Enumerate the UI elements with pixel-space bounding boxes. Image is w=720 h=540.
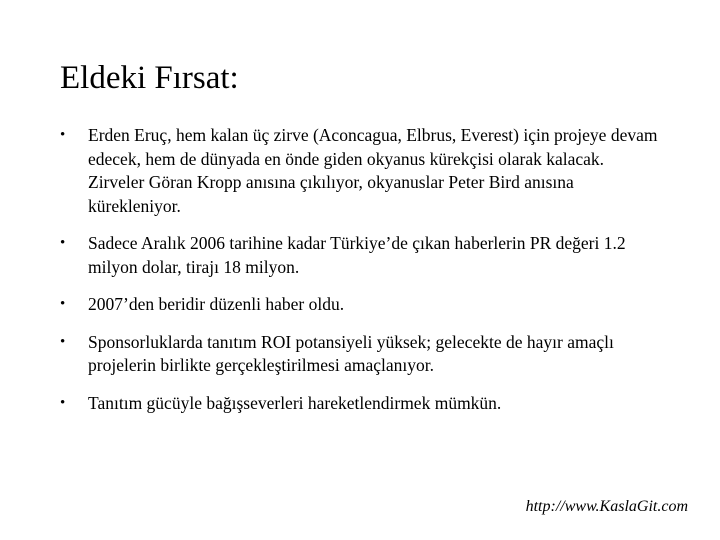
bullet-dot-icon: • [60,235,66,251]
footer-url-link[interactable]: http://www.KaslaGit.com [525,498,688,515]
slide-title: Eldeki Fırsat: [60,60,239,96]
bullet-dot-icon: • [60,296,66,312]
bullet-item [60,392,660,416]
bullet-dot-icon: • [60,394,66,411]
bullet-item [60,331,660,378]
bullet-text: Sponsorluklarda tanıtım ROI potansiyeli yüksek; gelecekte de hayır amaçlı projelerin birlikte gerçekleştirilmesi amaçlanıyor. [88,331,614,375]
bullet-item [60,232,660,279]
bullet-text: 2007’den beridir düzenli haber oldu. [88,294,345,314]
bullet-dot-icon: • [60,127,66,143]
bullet-item [60,124,660,218]
bullet-text: Erden Eruç, hem kalan üç zirve (Aconcagua, Elbrus, Everest) için projeye devam edecek, hem de dünyada en önde giden okyanus kürekçisi olarak kalacak. Zirveler Göran Kropp anısına çıkılıyor, okyanuslar Peter Bird anısına kürekleniyor. [88,125,658,216]
bullet-list [60,124,660,429]
bullet-text: Sadece Aralık 2006 tarihine kadar Türkiye’de çıkan haberlerin PR değeri 1.2 milyon dolar, tirajı 18 milyon. [88,233,626,277]
bullet-item [60,293,660,317]
bullet-text: Tanıtım gücüyle bağışseverleri hareketlendirmek mümkün. [88,392,502,413]
bullet-dot-icon: • [60,333,66,350]
